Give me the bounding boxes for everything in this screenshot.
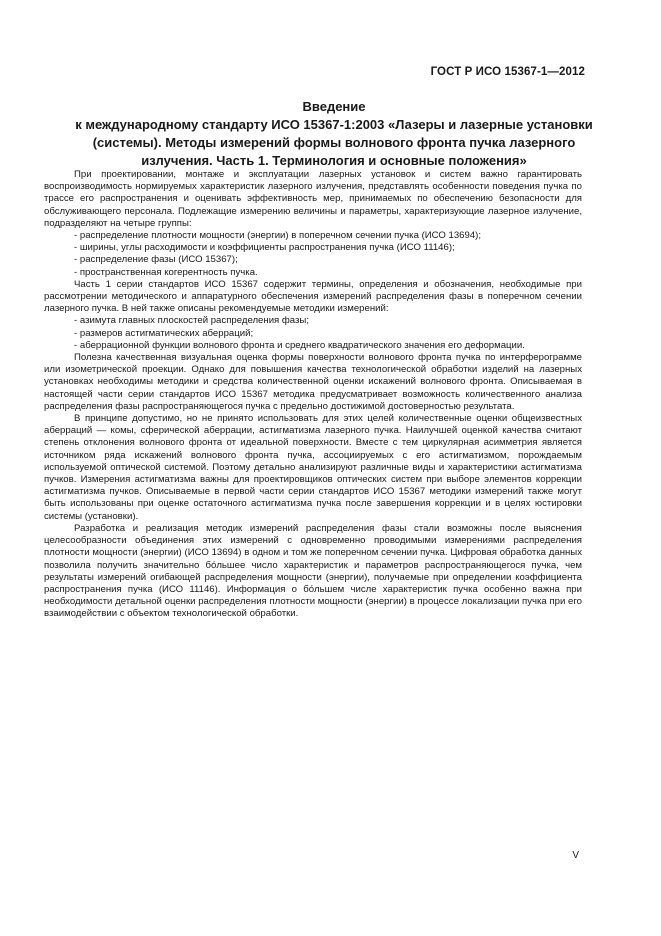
list-item: - распределение плотности мощности (энергии) в поперечном сечении пучка (ИСО 13694); — [74, 230, 482, 242]
paragraph: Часть 1 серии стандартов ИСО 15367 содержит термины, определения и обозначения, необходимые при рассмотрении методического и аппаратурного обеспечения измерений распределения фазы в поперечном сечении лазерного пучка. В ней также описаны рекомендуемые методики измерений: — [44, 278, 582, 315]
heading-title: Введение — [302, 99, 366, 114]
paragraph: При проектировании, монтаже и эксплуатации лазерных установок и систем важно гарантировать воспроизводимость нормируемых характеристик лазерного излучения, представлять особенности поведения пучка по трассе его распространения и оценивать эффективность мер, принимаемых по обеспечению безопасности для обслуживающего персонала. Подлежащие измерению величины и параметры, характеризующие лазерное излучение, подразделяют на четыре группы: — [44, 169, 582, 229]
list-item: - пространственная когерентность пучка. — [74, 266, 258, 278]
introduction-heading — [44, 98, 624, 170]
body-text — [44, 169, 582, 621]
paragraph: Разработка и реализация методик измерений распределения фазы стали возможны после выяснения целесообразности объединения этих измерений с одновременно проводимыми измерениями распределения плотности мощности (энергии) (ИСО 13694) в одном и том же поперечном сечении пучка. Цифровая обработка данных позволила получить значительно бо́льшее число характеристик и параметров распространяющегося пучка, чем результаты измерений огибающей распределения мощности (энергии), получаемые при определении коэффициента распространения пучка (ИСО 11146). Информация о бо́льшем числе характеристик пучка особенно важна при необходимости детальной оценки распределения плотности мощности (энергии) в процессе локализации пучка при его взаимодействии с объектом технологической обработки. — [44, 522, 582, 620]
list-item: - ширины, углы расходимости и коэффициенты распространения пучка (ИСО 11146); — [74, 242, 455, 254]
list-item: - аберрационной функции волнового фронта и среднего квадратического значения его деформации. — [74, 339, 525, 351]
list-item: - азимута главных плоскостей распределения фазы; — [74, 315, 309, 327]
paragraph: Полезна качественная визуальная оценка формы поверхности волнового фронта пучка по интерферограмме или изометрической проекции. Однако для повышения качества технологической обработки изделий на лазерных установках необходимы методики и средства количественной оценки искажений волнового фронта. Описываемая в настоящей части серии стандартов ИСО 15367 методика предусматривает возможность количественного анализа распределения фазы распространяющегося пучка с предельно достижимой достоверностью результата. — [44, 352, 582, 412]
list-item: - размеров астигматических аберраций; — [74, 327, 254, 339]
heading-line: к международному стандарту ИСО 15367-1:2003 «Лазеры и лазерные установки — [75, 117, 593, 132]
page-number: V — [572, 850, 579, 861]
heading-line: (системы). Методы измерений формы волнового фронта пучка лазерного — [92, 135, 576, 150]
heading-line: излучения. Часть 1. Терминология и основные положения» — [141, 153, 527, 168]
list-item: - распределение фазы (ИСО 15367); — [74, 254, 238, 266]
paragraph: В принципе допустимо, но не принято использовать для этих целей количественные оценки общеизвестных аберраций — комы, сферической аберрации, астигматизма лазерного пучка. Наилучшей оценкой качества считают степень отклонения волнового фронта от идеальной поверхности. Вместе с тем циркулярная асимметрия является источником ряда искажений волнового фронта пучка, ассоциируемых с его астигматизмом, порождаемым используемой оптической системой. Поэтому детально анализируют различные виды и характеристики астигматизма пучков. Измерения астигматизма важны для проектировщиков оптических систем при выборе элементов коррекции астигматизма пучков. Описываемые в первой части серии стандартов ИСО 15367 методики измерений также могут быть использованы при оценке остаточного астигматизма пучка после завершения коррекции и в целях юстировки системы (установки). — [44, 413, 582, 522]
document-code: ГОСТ Р ИСО 15367-1—2012 — [430, 66, 585, 78]
